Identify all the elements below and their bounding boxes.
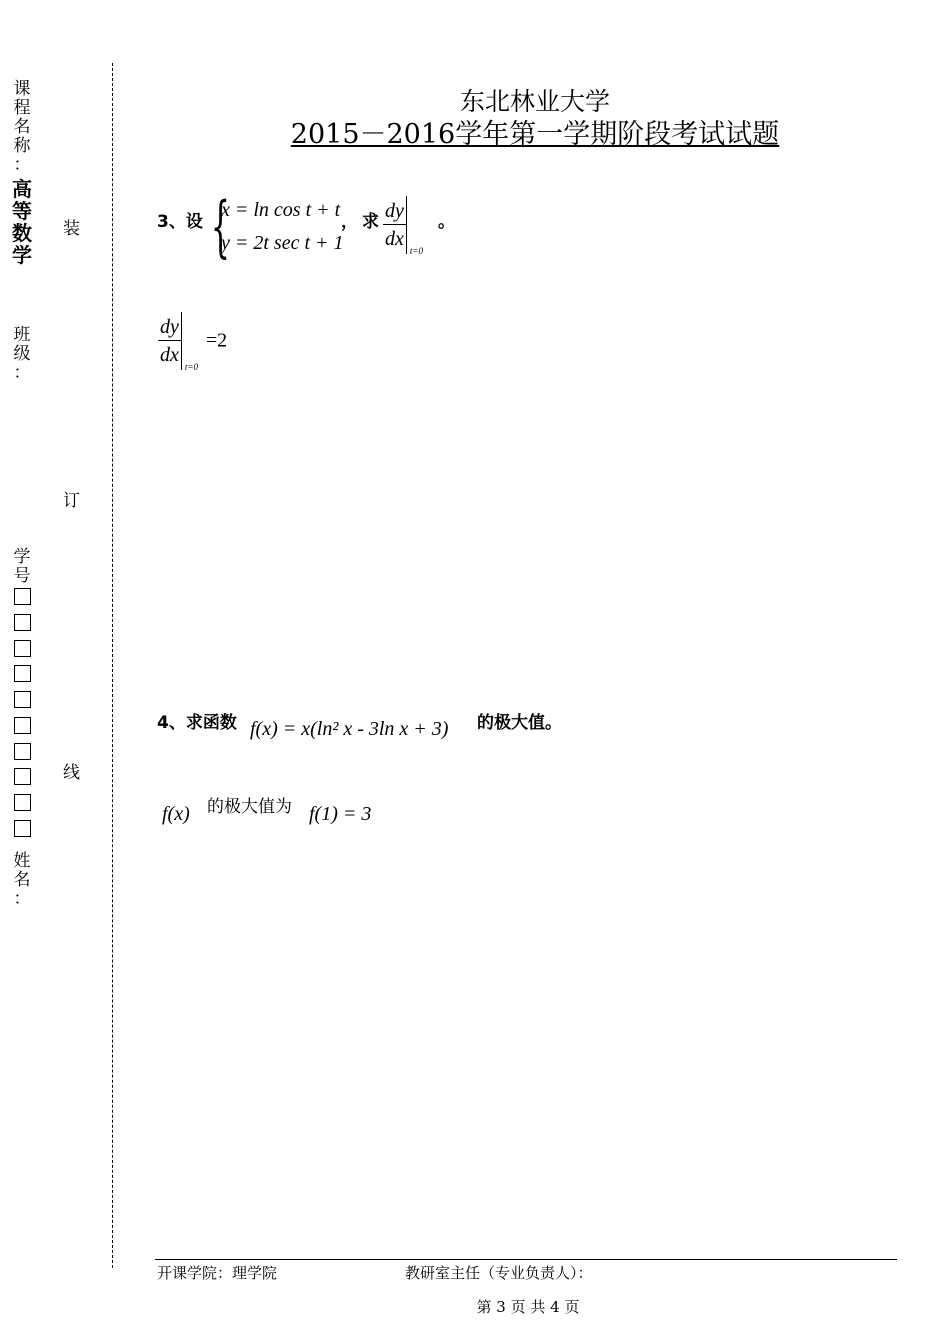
name-label-char: 名 [13, 870, 31, 890]
q3-answer-fraction [158, 314, 181, 369]
class-label-char: 级 [13, 344, 31, 364]
footer-director: 教研室主任（专业负责人）： [405, 1264, 593, 1282]
course-name-char: 等 [12, 199, 32, 223]
student-id-box[interactable] [14, 768, 31, 785]
q4-answer-text: 的极大值为 [207, 797, 292, 817]
course-name-char: 高 [12, 177, 32, 201]
footer-rule [155, 1259, 897, 1260]
student-id-box[interactable] [14, 743, 31, 760]
q4-function: f(x) = x(ln² x - 3ln x + 3) [250, 718, 449, 740]
course-label-char: 名 [13, 117, 31, 137]
q3-system-brace: { [211, 188, 230, 265]
q3-answer [158, 312, 227, 370]
course-name-char: 数 [12, 221, 32, 245]
binding-mark-xian: 线 [63, 763, 80, 783]
q3-frac-numerator: dy [383, 198, 406, 225]
q3-derivative-fraction [383, 198, 406, 253]
course-name [11, 178, 33, 266]
binding-mark-zhuang: 装 [63, 219, 80, 239]
q4-answer-f: f(x) [162, 803, 190, 825]
q3-answer-denominator: dx [160, 343, 179, 366]
q3-frac-denominator: dx [385, 227, 404, 250]
exam-title [0, 112, 950, 151]
class-label [11, 326, 33, 383]
class-label-char: 班 [13, 325, 31, 345]
student-id-label-char: 学 [13, 547, 31, 567]
q3-evaluation-bar [406, 196, 431, 254]
student-id-box[interactable] [14, 614, 31, 631]
class-label-char: ： [13, 363, 31, 383]
q3-equation-2: y = 2t sec t + 1 [221, 232, 344, 254]
q4-answer-value: f(1) = 3 [309, 803, 372, 825]
student-id-box[interactable] [14, 717, 31, 734]
name-label-char: ： [13, 889, 31, 909]
course-label-char: 程 [13, 98, 31, 118]
q4-ask: 的极大值。 [477, 713, 562, 733]
student-id-label [11, 548, 33, 586]
footer-college: 开课学院：理学院 [157, 1264, 278, 1282]
university-name: 东北林业大学 [459, 87, 610, 116]
student-id-box[interactable] [14, 820, 31, 837]
q3-equation-1: x = ln cos t + t [221, 199, 341, 221]
name-label-char: 姓 [13, 851, 31, 871]
name-label [11, 852, 33, 909]
q3-answer-numerator: dy [158, 314, 181, 341]
q3-eval-subscript: t=0 [409, 246, 423, 256]
binding-mark-ding: 订 [63, 491, 80, 511]
q3-answer-evaluation-bar [181, 312, 206, 370]
exam-title-text: 2015－2016学年第一学期阶段考试试题 [290, 119, 780, 150]
course-label-char: 课 [13, 79, 31, 99]
q3-derivative-expression [383, 196, 431, 254]
student-id-box[interactable] [14, 640, 31, 657]
student-id-box[interactable] [14, 665, 31, 682]
q3-ask: 求 [362, 212, 379, 232]
binding-dashed-line [112, 63, 113, 1268]
course-name-char: 学 [12, 243, 32, 267]
course-label-char: 称 [13, 136, 31, 156]
student-id-box[interactable] [14, 794, 31, 811]
footer-page-number: 第 3 页 共 4 页 [476, 1298, 580, 1316]
q4-number: 4、求函数 [157, 713, 237, 733]
q3-end-mark: 。 [438, 212, 455, 232]
q3-answer-value: =2 [205, 329, 228, 352]
q3-answer-eval-subscript: t=0 [184, 362, 198, 372]
student-id-box[interactable] [14, 691, 31, 708]
student-id-box[interactable] [14, 588, 31, 605]
student-id-label-char: 号 [13, 566, 31, 586]
q3-number: 3、设 [157, 212, 203, 232]
q3-comma: ， [341, 212, 358, 232]
course-label-char: ： [13, 155, 31, 175]
